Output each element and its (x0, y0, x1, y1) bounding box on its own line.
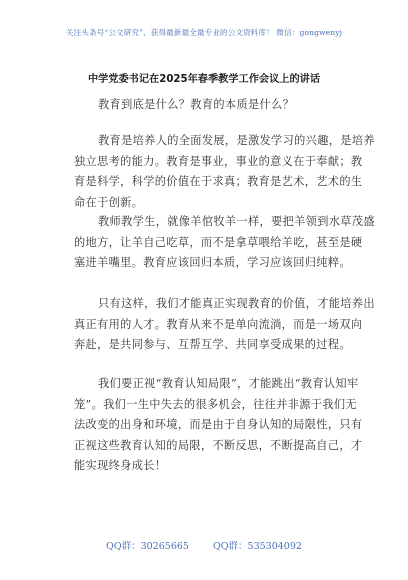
footer-contacts (0, 538, 408, 552)
paragraph-5 (74, 374, 363, 477)
document-title: 中学党委书记在2025年春季教学工作会议上的讲话 (87, 74, 321, 85)
paragraph-line: 法改变的出身和环境，而是由于自身认知的局限性，只有 (74, 418, 363, 431)
paragraph-2 (74, 131, 375, 213)
paragraph-line: 能实现终身成长！ (74, 459, 167, 472)
paragraph-line: 只有这样，我们才能真正实现教育的价值，才能培养出 (98, 297, 375, 310)
footer-qq-group-2: QQ群：535304092 (212, 541, 302, 552)
paragraph-line: 独立思考的能力。教育是事业，事业的意义在于奉献；教 (74, 154, 363, 168)
paragraph-4 (74, 294, 375, 356)
paragraph-1 (74, 95, 344, 116)
paragraph-line: 教师教学生，就像羊倌牧羊一样，要把羊领到水草茂盛 (98, 215, 375, 228)
header-note: 关注头条号“公文研究”，获得最新最全最专业的公文资料库！ 微信：gongwenyj (65, 28, 343, 37)
paragraph-line: 正视这些教育认知的局限，不断反思，不断提高自己，才 (74, 438, 363, 452)
paragraph-line: 真正有用的人才。教育从来不是单向流淌，而是一场双向 (74, 317, 363, 331)
paragraph-line: 奔赴，是共同参与、互帮互学、共同享受成果的过程。 (74, 338, 351, 351)
paragraph-line: 教育是培养人的全面发展，是激发学习的兴趣，是培养 (98, 134, 375, 147)
paragraph-line: 命在于创新。 (74, 195, 144, 209)
paragraph-line: 笼”。我们一生中失去的很多机会，往往并非源于我们无 (74, 397, 357, 411)
footer-qq-group-1: QQ群：30265665 (106, 541, 189, 552)
paragraph-line: 我们要正视“教育认知局限”，才能跳出“教育认知牢 (98, 377, 359, 390)
paragraph-line: 的地方，让羊自己吃草，而不是拿草喂给羊吃，甚至是硬 (74, 235, 363, 249)
paragraph-line: 教育到底是什么？教育的本质是什么？ (98, 98, 295, 111)
paragraph-3 (74, 212, 375, 274)
paragraph-line: 塞进羊嘴里。教育应该回归本质，学习应该回归纯粹。 (74, 256, 351, 269)
paragraph-line: 育是科学，科学的价值在于求真；教育是艺术，艺术的生 (74, 175, 363, 188)
